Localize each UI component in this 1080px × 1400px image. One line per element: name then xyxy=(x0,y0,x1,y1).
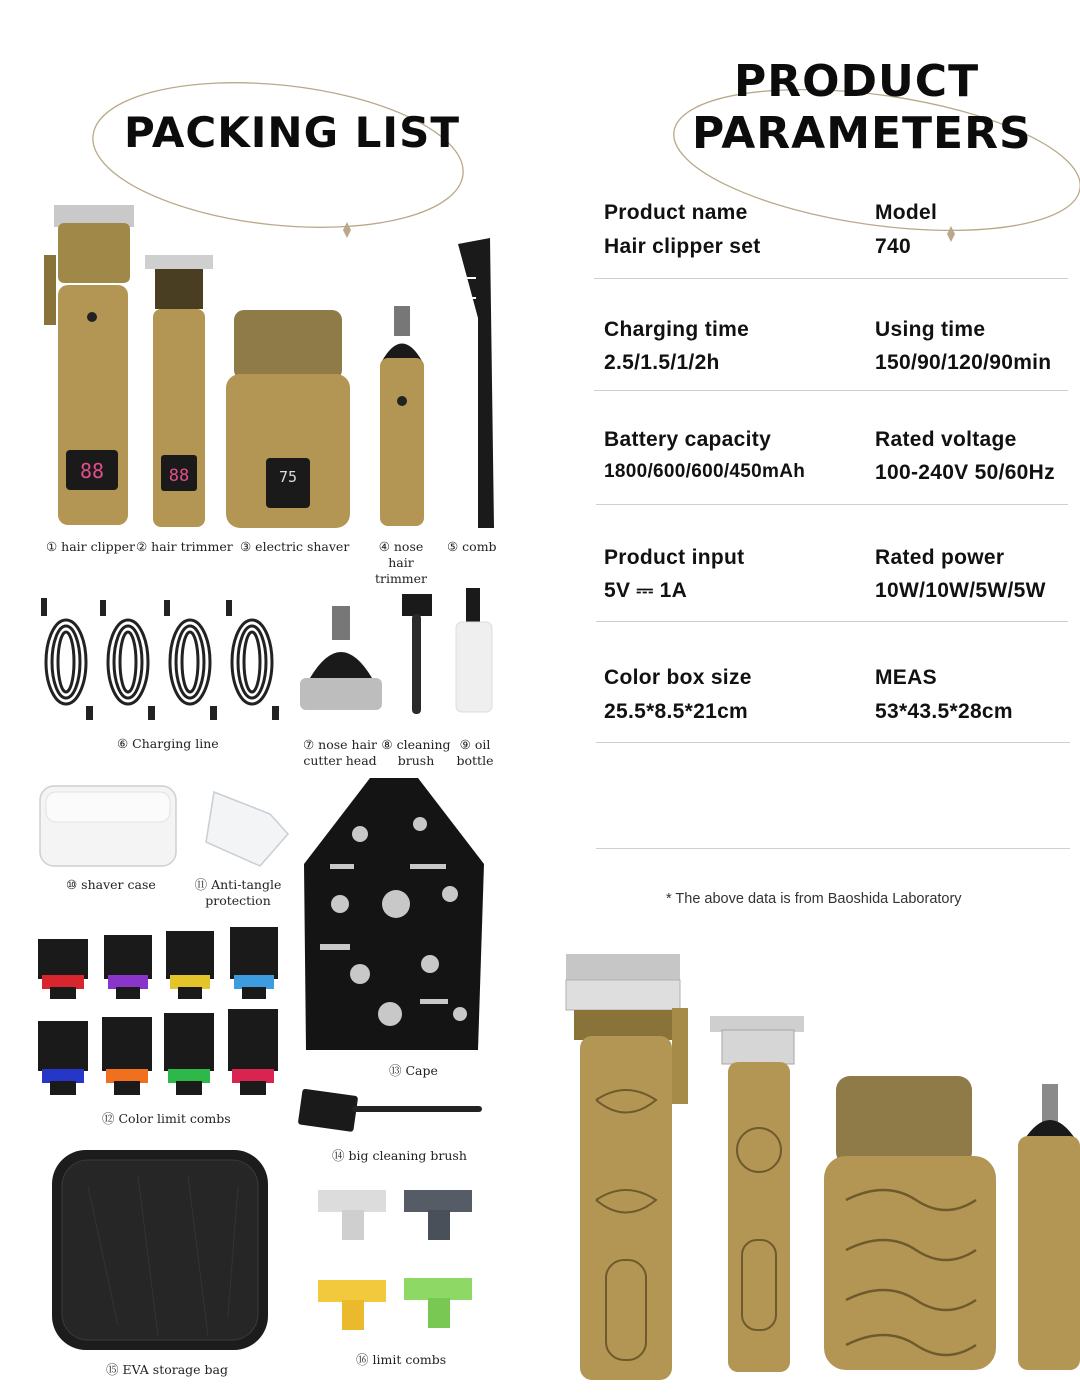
limit-comb-crimson xyxy=(228,1009,278,1095)
hair-trimmer-image xyxy=(145,255,215,530)
param-rated-power-label: Rated power xyxy=(875,546,1005,569)
caption-nose-hair-cutter-head: ⑦ nose hair cutter head xyxy=(302,737,378,768)
param-divider xyxy=(596,742,1070,743)
param-color-box-size-value: 25.5*8.5*21cm xyxy=(604,700,749,723)
cape-image xyxy=(300,774,488,1056)
caption-oil-bottle: ⑨ oil bottle xyxy=(456,737,494,768)
caption-comb: ⑤ comb xyxy=(447,539,497,554)
limit-comb-purple xyxy=(104,935,152,999)
limit-comb-green-small xyxy=(404,1278,472,1328)
param-product-name-value: Hair clipper set xyxy=(604,235,761,258)
limit-comb-dark-blue xyxy=(38,1021,88,1095)
param-product-input-value: 5V ⎓ 1A xyxy=(604,579,688,602)
param-product-name-label: Product name xyxy=(604,201,748,224)
param-meas-label: MEAS xyxy=(875,666,937,689)
limit-comb-white xyxy=(318,1190,386,1240)
param-charging-time-label: Charging time xyxy=(604,318,750,341)
electric-shaver-image xyxy=(222,310,354,530)
param-rated-power-value: 10W/10W/5W/5W xyxy=(875,579,1046,602)
param-model-label: Model xyxy=(875,201,938,224)
limit-comb-blue xyxy=(230,927,278,999)
caption-electric-shaver: ③ electric shaver xyxy=(240,539,350,554)
nose-hair-cutter-head-image xyxy=(296,606,386,716)
limit-combs-image xyxy=(316,1188,476,1336)
param-rated-voltage-value: 100-240V 50/60Hz xyxy=(875,461,1055,484)
param-color-box-size-label: Color box size xyxy=(604,666,752,689)
caption-limit-combs: ⑯ limit combs xyxy=(356,1352,447,1367)
param-model-value: 740 xyxy=(875,235,911,258)
anti-tangle-protection-image xyxy=(200,784,295,869)
param-using-time-label: Using time xyxy=(875,318,986,341)
product-parameters-title-line1: PRODUCT xyxy=(734,56,980,107)
hair-clipper-image xyxy=(40,205,140,530)
caption-shaver-case: ⑩ shaver case xyxy=(66,877,156,892)
caption-cleaning-brush: ⑧ cleaning brush xyxy=(381,737,451,768)
param-divider xyxy=(594,390,1068,391)
product-lineup-image xyxy=(556,950,1080,1400)
param-battery-capacity-value: 1800/600/600/450mAh xyxy=(604,461,806,482)
param-product-input-label: Product input xyxy=(604,546,745,569)
lab-footnote: * The above data is from Baoshida Laboratory xyxy=(666,891,962,907)
param-battery-capacity-label: Battery capacity xyxy=(604,428,772,451)
shaver-case-image xyxy=(36,782,181,870)
caption-color-limit-combs: ⑫ Color limit combs xyxy=(102,1111,231,1126)
svg-text:75: 75 xyxy=(278,468,298,486)
param-divider xyxy=(596,621,1068,622)
caption-big-cleaning-brush: ⑭ big cleaning brush xyxy=(332,1148,467,1163)
svg-text:88: 88 xyxy=(168,466,190,486)
product-parameters-title-line2: PARAMETERS xyxy=(692,108,1032,159)
comb-image xyxy=(450,238,498,528)
param-divider xyxy=(594,278,1068,279)
eva-storage-bag-image xyxy=(48,1146,272,1354)
packing-list-title: PACKING LIST xyxy=(124,108,460,157)
caption-charging-line: ⑥ Charging line xyxy=(117,736,219,751)
caption-hair-trimmer: ② hair trimmer xyxy=(136,539,233,554)
caption-hair-clipper: ① hair clipper xyxy=(46,539,136,554)
param-divider-bottom xyxy=(596,848,1070,849)
param-meas-value: 53*43.5*28cm xyxy=(875,700,1013,723)
limit-comb-red xyxy=(38,939,88,999)
limit-comb-green xyxy=(164,1013,214,1095)
charging-lines-image xyxy=(36,598,286,723)
color-limit-combs-image xyxy=(36,925,284,1103)
big-cleaning-brush-image xyxy=(296,1090,486,1132)
caption-anti-tangle-protection: ⑪ Anti-tangle protection xyxy=(194,877,282,908)
param-charging-time-value: 2.5/1.5/1/2h xyxy=(604,351,720,374)
limit-comb-yellow-small xyxy=(318,1280,386,1330)
limit-comb-yellow xyxy=(166,931,214,999)
param-divider xyxy=(596,504,1068,505)
limit-comb-grey xyxy=(404,1190,472,1240)
clipper-display-reading: 88 xyxy=(79,459,105,483)
caption-cape: ⑬ Cape xyxy=(389,1063,438,1078)
param-using-time-value: 150/90/120/90min xyxy=(875,351,1052,374)
cleaning-brush-image xyxy=(398,594,438,716)
caption-nose-hair-trimmer: ④ nose hair trimmer xyxy=(374,539,428,586)
caption-eva-storage-bag: ⑮ EVA storage bag xyxy=(106,1362,228,1377)
nose-hair-trimmer-image xyxy=(374,306,430,530)
oil-bottle-image xyxy=(452,588,496,716)
limit-comb-orange xyxy=(102,1017,152,1095)
param-rated-voltage-label: Rated voltage xyxy=(875,428,1017,451)
